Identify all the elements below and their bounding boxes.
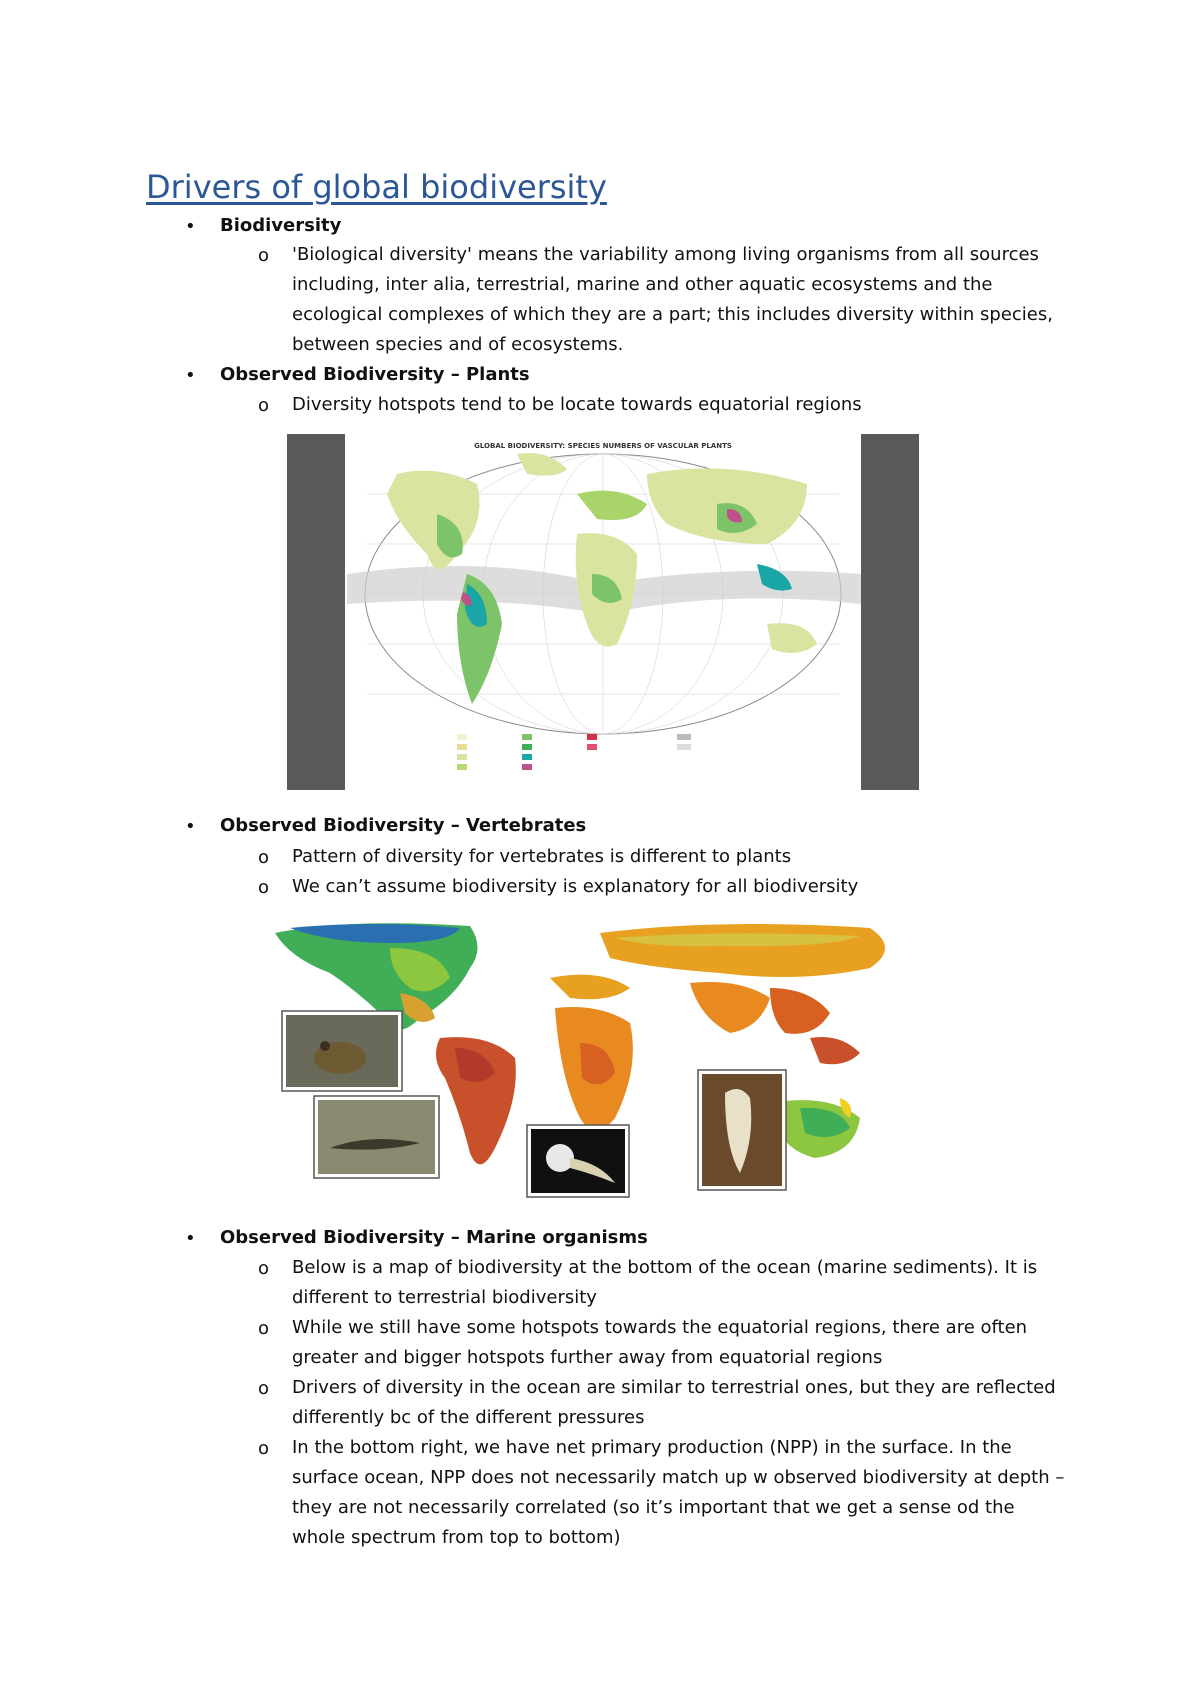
bullet-icon: • bbox=[185, 365, 196, 386]
sub-bullet-icon: o bbox=[258, 1438, 270, 1459]
frog-photo bbox=[282, 1011, 402, 1091]
bullet-icon: • bbox=[185, 216, 196, 237]
sub-bullet-icon: o bbox=[258, 847, 270, 868]
list-item: Drivers of diversity in the ocean are similar to terrestrial ones, but they are reflected differently bc of the different pressures bbox=[292, 1377, 1056, 1428]
vertebrate-diversity-map bbox=[270, 918, 940, 1203]
lemur-photo bbox=[698, 1070, 786, 1190]
sub-bullet-icon: o bbox=[258, 1258, 270, 1279]
bird-photo bbox=[527, 1125, 629, 1197]
sub-bullet-icon: o bbox=[258, 1378, 270, 1399]
sub-bullet-icon: o bbox=[258, 877, 270, 898]
list-item: Pattern of diversity for vertebrates is different to plants bbox=[292, 846, 792, 867]
list-item: We can’t assume biodiversity is explanatory for all biodiversity bbox=[292, 876, 859, 897]
page-title: Drivers of global biodiversity bbox=[146, 168, 607, 206]
list-item: 'Biological diversity' means the variability among living organisms from all sources including, inter alia, terrestrial, marine and other aquatic ecosystems and the ecological complexes of which they are a part; this includes diversity within species, between species and of ecosystems. bbox=[292, 244, 1053, 355]
list-item: In the bottom right, we have net primary production (NPP) in the surface. In the surface ocean, NPP does not necessarily match up w observed biodiversity at depth – they are not necessarily correlated (so it’s important that we get a sense od the whole spectrum from top to bottom) bbox=[292, 1437, 1065, 1548]
sub-bullet-icon: o bbox=[258, 1318, 270, 1339]
section-heading: Observed Biodiversity – Plants bbox=[220, 364, 530, 385]
list-item: While we still have some hotspots towards the equatorial regions, there are often greater and bigger hotspots further away from equatorial regions bbox=[292, 1317, 1028, 1368]
section-heading: Observed Biodiversity – Marine organisms bbox=[220, 1227, 648, 1248]
plant-diversity-map bbox=[287, 434, 919, 790]
lizard-photo bbox=[314, 1096, 439, 1178]
bullet-icon: • bbox=[185, 816, 196, 837]
section-heading: Observed Biodiversity – Vertebrates bbox=[220, 815, 587, 836]
sub-bullet-icon: o bbox=[258, 245, 270, 266]
list-item: Below is a map of biodiversity at the bottom of the ocean (marine sediments). It is different to terrestrial biodiversity bbox=[292, 1257, 1038, 1308]
map-caption: GLOBAL BIODIVERSITY: SPECIES NUMBERS OF VASCULAR PLANTS bbox=[474, 442, 732, 450]
sub-bullet-icon: o bbox=[258, 395, 270, 416]
bullet-icon: • bbox=[185, 1228, 196, 1249]
section-heading: Biodiversity bbox=[220, 215, 342, 236]
list-item: Diversity hotspots tend to be locate towards equatorial regions bbox=[292, 394, 862, 415]
